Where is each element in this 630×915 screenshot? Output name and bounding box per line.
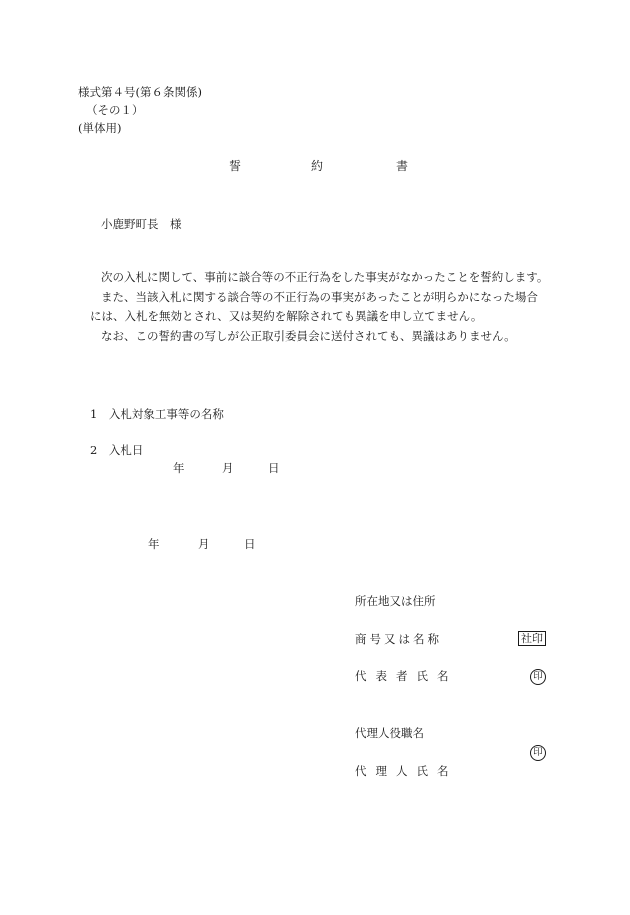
body-line-1: 次の入札に関して、事前に談合等の不正行為をした事実がなかったことを誓約します。 — [101, 270, 549, 284]
title-char-3: 書 — [396, 159, 409, 173]
body-line-4: なお、この誓約書の写しが公正取引委員会に送付されても、異議はありません。 — [101, 329, 516, 343]
company-seal-stamp: 社印 — [518, 631, 546, 646]
agent-name-label: 代理人氏名 — [355, 764, 458, 778]
agent-title-label: 代理人役職名 — [355, 726, 424, 740]
bid-date-month: 月 — [222, 461, 234, 475]
bid-date-day: 日 — [268, 461, 280, 475]
form-usage: (単体用) — [78, 121, 122, 135]
company-name-label: 商号又は名称 — [355, 632, 442, 646]
representative-name-label: 代表者氏名 — [355, 669, 458, 683]
form-number: 様式第４号(第６条関係) — [78, 85, 202, 99]
title-char-1: 誓 — [229, 159, 242, 173]
body-line-2: また、当該入札に関する談合等の不正行為の事実があったことが明らかになった場合 — [101, 290, 538, 304]
doc-date-year: 年 — [148, 537, 160, 551]
agent-seal-mark: 印 — [530, 745, 546, 761]
form-part: （その１） — [86, 103, 144, 117]
doc-date-month: 月 — [198, 537, 210, 551]
body-line-3: には、入札を無効とされ、又は契約を解除されても異議を申し立てません。 — [90, 309, 483, 323]
representative-seal-mark: 印 — [530, 669, 546, 685]
item-project-name: 1 入札対象工事等の名称 — [90, 407, 224, 421]
address-label: 所在地又は住所 — [355, 594, 436, 608]
doc-date-day: 日 — [244, 537, 256, 551]
item-bid-date: 2 入札日 — [90, 443, 144, 457]
title-char-2: 約 — [311, 159, 324, 173]
bid-date-year: 年 — [173, 461, 185, 475]
addressee: 小鹿野町長 様 — [101, 217, 182, 231]
